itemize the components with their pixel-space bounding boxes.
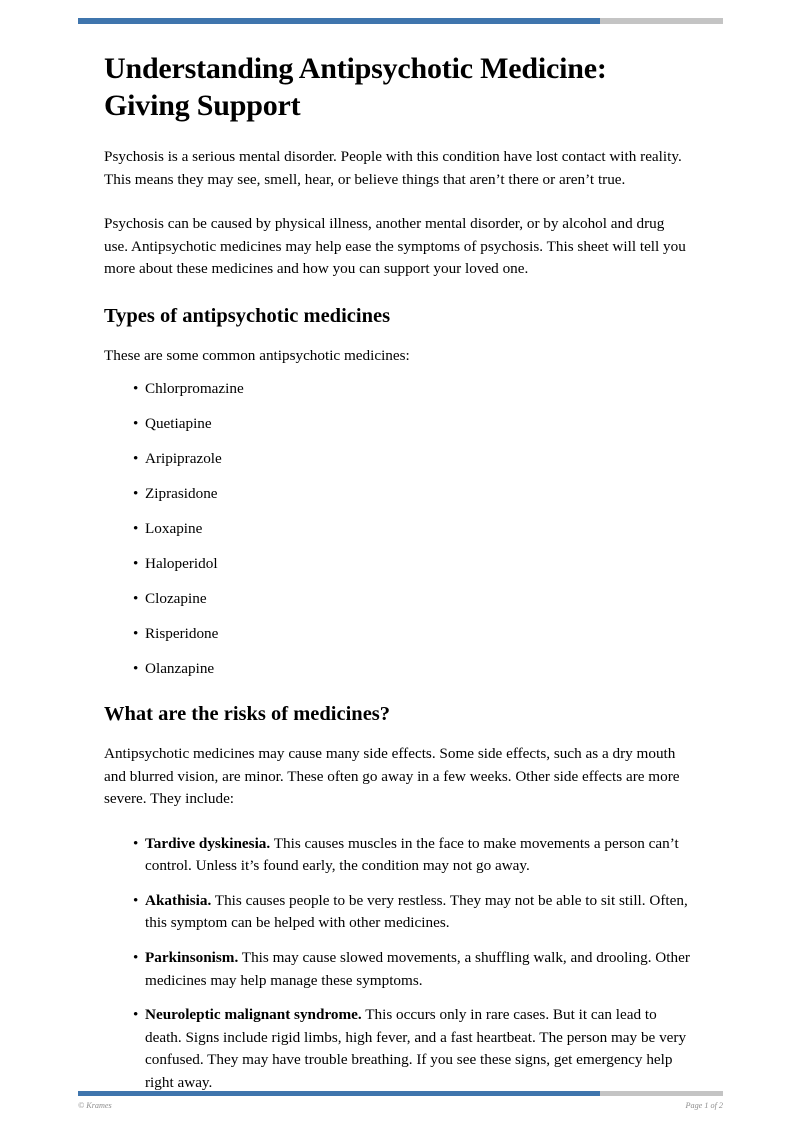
list-item (104, 890, 692, 935)
bullet-icon: • (133, 625, 139, 643)
list-item (104, 1004, 692, 1094)
medicine-name: Ziprasidone (145, 484, 218, 502)
bullet-icon: • (133, 519, 139, 537)
header-rule (78, 18, 723, 24)
side-effect-description: This causes muscles in the face to make movements a person can’t control. Unless it’s found early, the condition may not go away. (145, 834, 679, 875)
bullet-icon: • (133, 379, 139, 397)
bullet-icon: • (133, 891, 139, 909)
list-item (104, 378, 692, 401)
section-heading-types: Types of antipsychotic medicines (104, 304, 391, 327)
list-item (104, 448, 692, 471)
footer-rule (78, 1091, 723, 1096)
header-rule-blue-segment (78, 18, 600, 24)
list-item (104, 658, 692, 681)
section-heading-risks: What are the risks of medicines? (104, 702, 391, 725)
side-effect-term: Neuroleptic malignant syndrome. (145, 1006, 362, 1024)
footer-page-indicator: Page 1 of 2 (685, 1101, 723, 1110)
list-item (104, 833, 692, 878)
section-lead-in-risks: Antipsychotic medicines may cause many side effects. Some side effects, such as a dry mouth and blurred vision, are minor. These often go away in a few weeks. Other side effects are more severe. They include: (104, 744, 680, 808)
side-effect-description: This occurs only in rare cases. But it can lead to death. Signs include rigid limbs, high fever, and a fast heartbeat. The person may be very confused. They may have trouble breathing. If you see these signs, get emergency help right away. (145, 1006, 687, 1092)
medicine-name: Haloperidol (145, 555, 218, 573)
bullet-icon: • (133, 949, 139, 967)
list-item (104, 947, 692, 992)
side-effect-description: This may cause slowed movements, a shuffling walk, and drooling. Other medicines may help manage these symptoms. (145, 949, 690, 989)
bullet-icon: • (133, 449, 139, 467)
medicine-name: Aripiprazole (145, 449, 222, 467)
medicine-list (104, 378, 692, 681)
footer-rule-gray-segment (600, 1091, 723, 1096)
section-lead-in-types: These are some common antipsychotic medicines: (104, 346, 410, 364)
footer-rule-blue-segment (78, 1091, 600, 1096)
list-item (104, 553, 692, 576)
side-effect-term: Akathisia. (145, 891, 212, 909)
intro-paragraph-2: Psychosis can be caused by physical illness, another mental disorder, or by alcohol and drug use. Antipsychotic medicines may help ease the symptoms of psychosis. This sheet will tell you more about these medicines and how you can support your loved one. (104, 215, 686, 278)
page-title: Understanding Antipsychotic Medicine: Giving Support (104, 52, 607, 122)
list-item (104, 413, 692, 436)
bullet-icon: • (133, 484, 139, 502)
bullet-icon: • (133, 590, 139, 608)
side-effects-list (104, 833, 692, 1095)
list-item (104, 518, 692, 541)
document-content (104, 50, 692, 1107)
medicine-name: Quetiapine (145, 414, 212, 432)
bullet-icon: • (133, 414, 139, 432)
list-item (104, 623, 692, 646)
list-item (104, 588, 692, 611)
bullet-icon: • (133, 1006, 139, 1024)
bullet-icon: • (133, 555, 139, 573)
bullet-icon: • (133, 660, 139, 678)
medicine-name: Loxapine (145, 519, 203, 537)
footer-copyright: © Krames (78, 1101, 112, 1110)
medicine-name: Chlorpromazine (145, 379, 244, 397)
side-effect-term: Parkinsonism. (145, 949, 239, 967)
medicine-name: Risperidone (145, 625, 219, 643)
list-item (104, 483, 692, 506)
header-rule-gray-segment (600, 18, 723, 24)
medicine-name: Olanzapine (145, 660, 215, 678)
intro-paragraph-1: Psychosis is a serious mental disorder. People with this condition have lost contact with reality. This means they may see, smell, hear, or believe things that aren’t there or aren’t true. (104, 148, 682, 188)
bullet-icon: • (133, 834, 139, 852)
page-footer (78, 1101, 723, 1110)
side-effect-term: Tardive dyskinesia. (145, 834, 271, 852)
medicine-name: Clozapine (145, 590, 207, 608)
side-effect-description: This causes people to be very restless. They may not be able to sit still. Often, this symptom can be helped with other medicines. (145, 891, 688, 932)
